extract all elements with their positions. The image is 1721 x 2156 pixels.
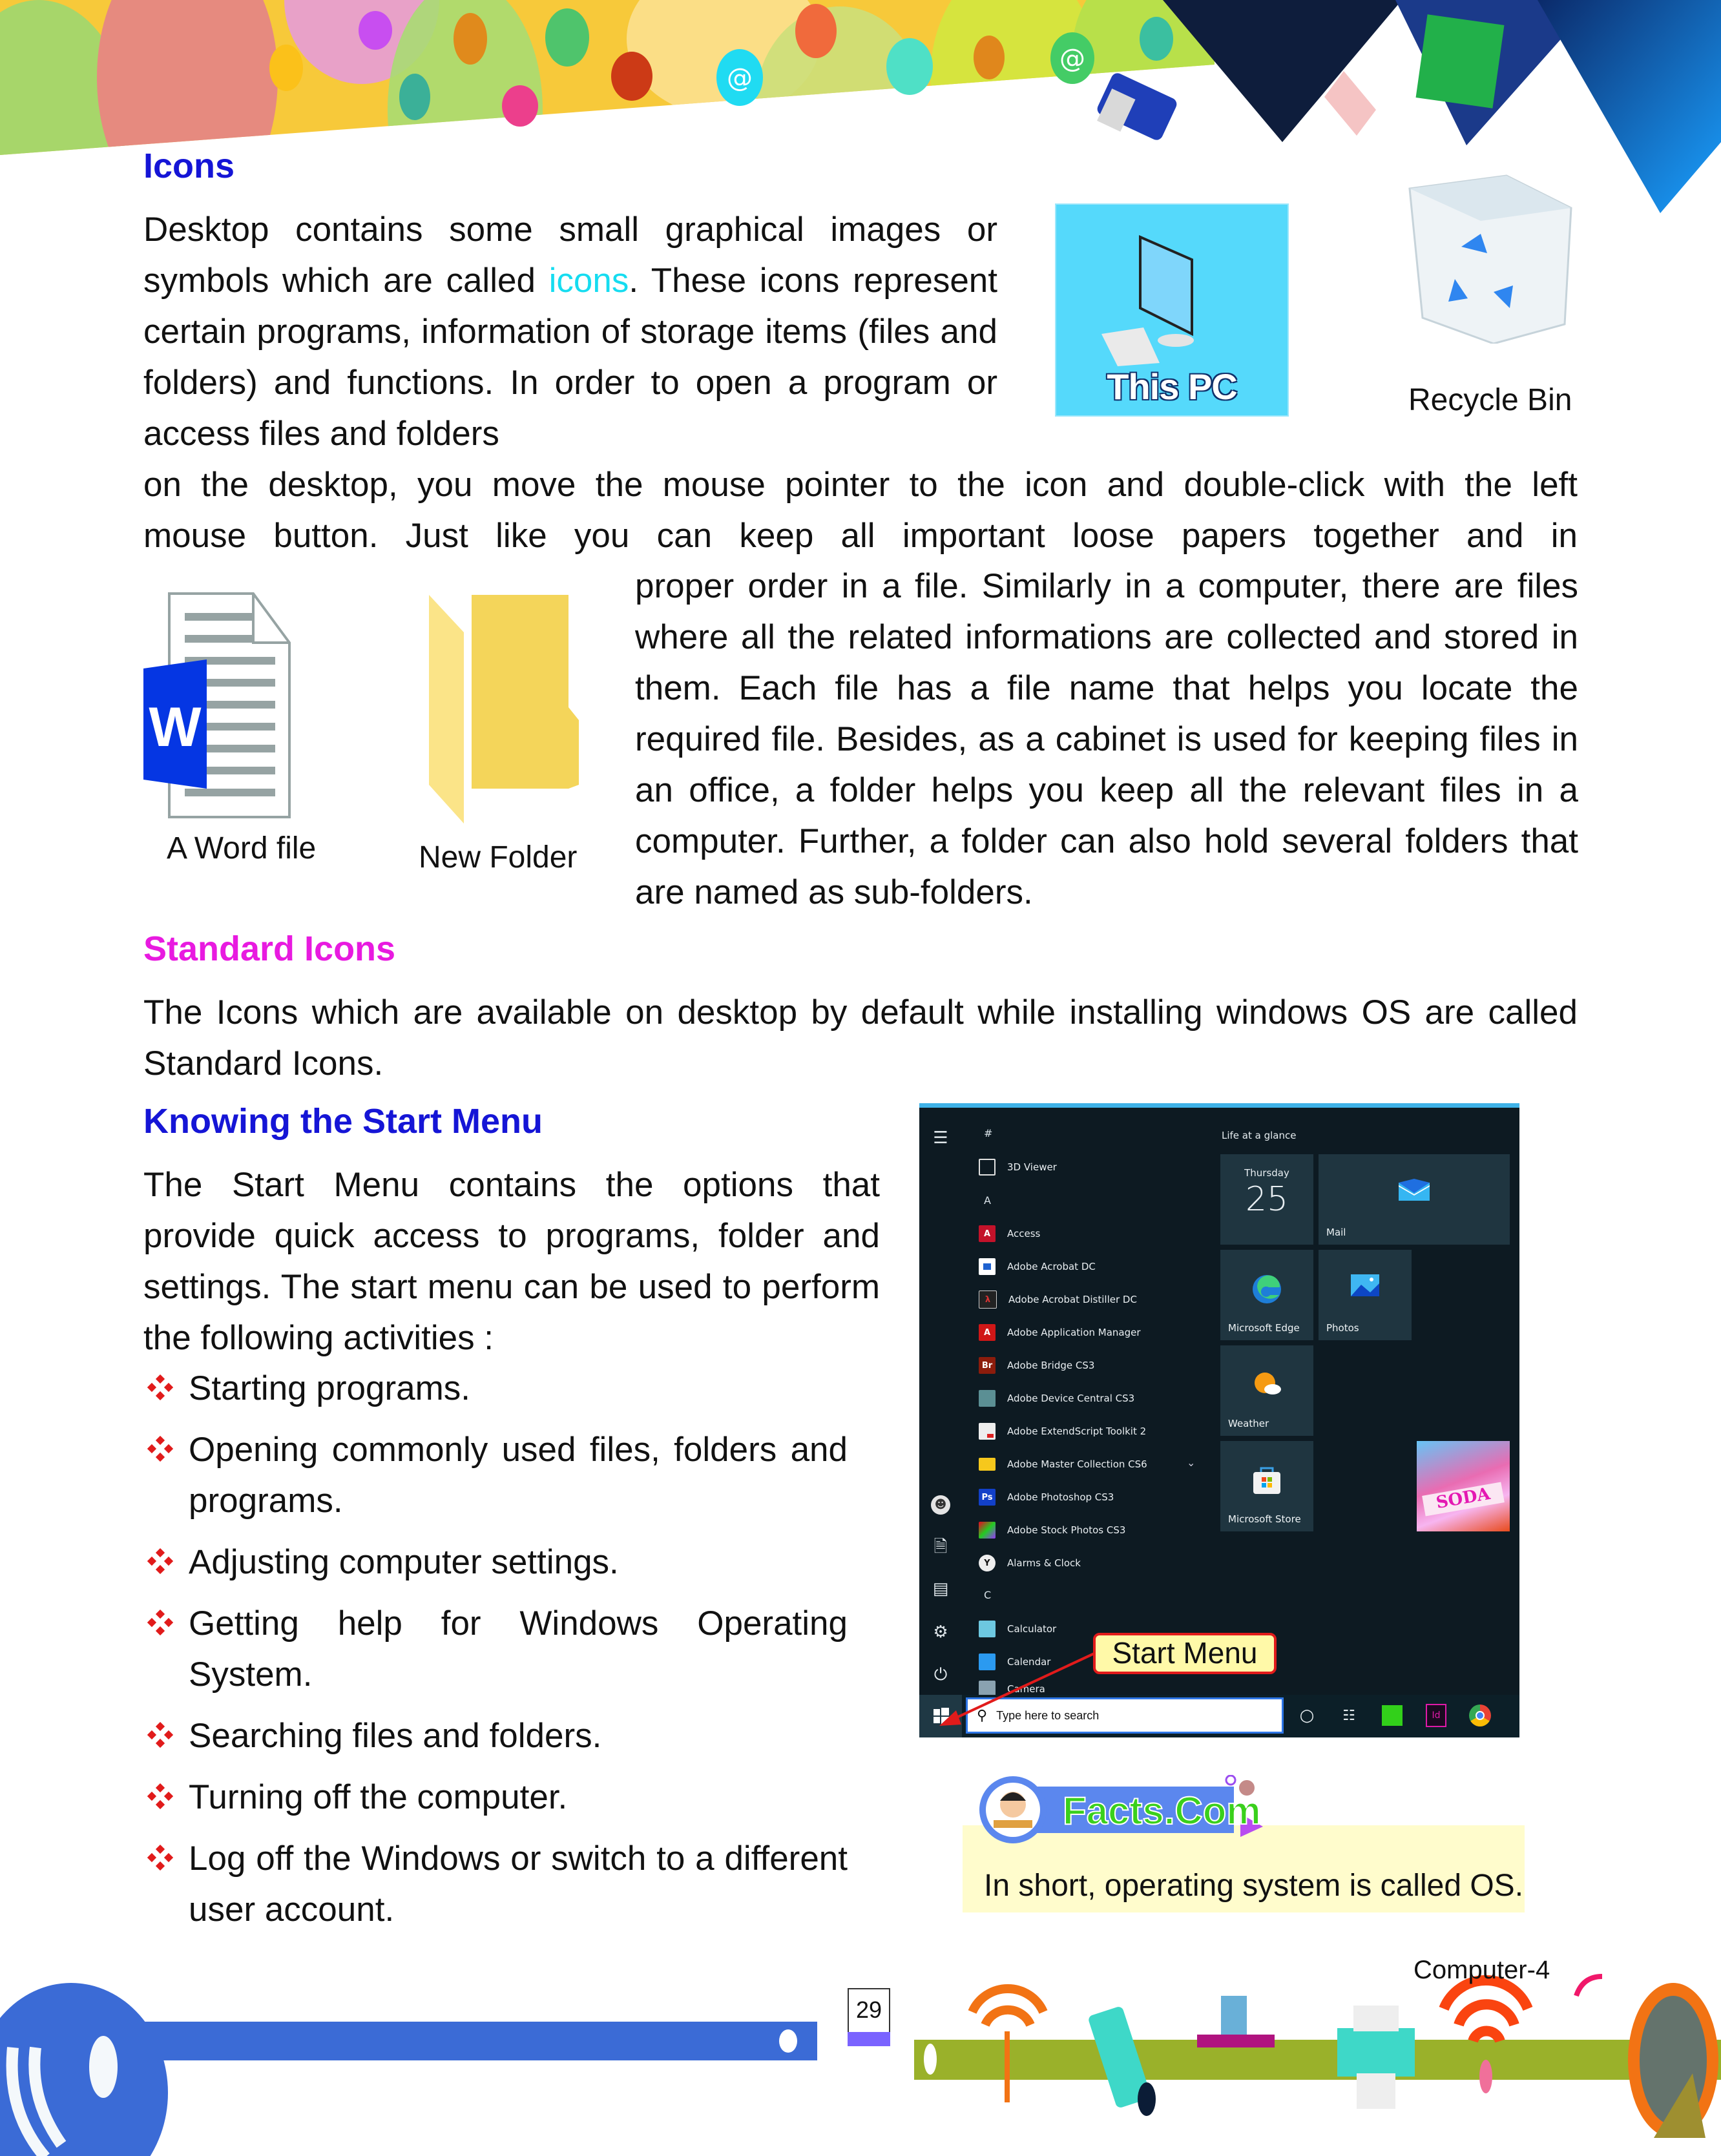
search-placeholder: Type here to search <box>996 1708 1100 1722</box>
clock-icon: Y <box>979 1555 996 1571</box>
calendar-day: Thursday <box>1244 1167 1289 1179</box>
game-logo-text: SODA <box>1422 1482 1505 1516</box>
store-icon <box>1252 1467 1282 1494</box>
start-menu-intro: The Start Menu contains the options that provide quick access to programs, folder and settings. The start menu can be used to perform the following activities : <box>143 1166 880 1357</box>
page-number: 29 <box>848 1988 890 2032</box>
mail-tile[interactable] <box>1319 1154 1510 1245</box>
icons-paragraph-line: on the desktop, you move the mouse pointer to the icon and double-click with the left <box>143 466 1578 504</box>
calendar-date: 25 <box>1245 1180 1289 1219</box>
list-item-text: Getting help for Windows Operating System. <box>189 1604 848 1694</box>
list-item-text: Log off the Windows or switch to a different user account. <box>189 1840 848 1929</box>
files-folders-paragraph: proper order in a file. Similarly in a computer, there are files where all the related informations are collected and stored in them. Each file has a file name that helps you locate the required file. Besides, as a cabinet is used for keeping files in an office, a folder helps you keep all the relevant files in a computer. Further, a folder can also hold several folders that are named as sub-folders. <box>635 567 1578 911</box>
device-central-icon <box>979 1390 996 1407</box>
tiles-group-label: Life at a glance <box>1222 1130 1297 1141</box>
app-label: Calendar <box>1007 1656 1051 1668</box>
adobe-app-manager-icon: A <box>979 1324 996 1341</box>
cube-icon <box>979 1159 996 1176</box>
tile-label: Mail <box>1326 1227 1346 1238</box>
weather-tile[interactable] <box>1220 1345 1313 1436</box>
search-icon: ⚲ <box>977 1707 988 1723</box>
facts-banner <box>975 1775 1286 1846</box>
list-item <box>143 1363 848 1414</box>
app-list-item[interactable] <box>979 1385 1134 1411</box>
list-item <box>143 1537 848 1588</box>
tile-label: Photos <box>1326 1322 1359 1334</box>
recycle-bin-icon <box>1403 169 1584 344</box>
app-label: 3D Viewer <box>1007 1161 1057 1173</box>
list-item <box>143 1772 848 1823</box>
cortana-icon[interactable]: ○ <box>1299 1706 1315 1725</box>
app-label: Adobe Master Collection CS6 <box>1007 1458 1147 1470</box>
list-item <box>143 1710 848 1761</box>
new-folder-label: New Folder <box>419 840 578 875</box>
photos-icon <box>1351 1274 1379 1296</box>
app-list-item[interactable] <box>979 1154 1057 1180</box>
diamond-bullet-icon <box>147 1783 173 1809</box>
app-list-item[interactable] <box>979 1254 1096 1280</box>
pictures-icon[interactable]: ▤ <box>932 1579 949 1599</box>
power-icon[interactable]: ⏻ <box>934 1665 948 1684</box>
folder-icon <box>426 591 588 824</box>
callout-arrow <box>930 1634 1111 1731</box>
this-pc-label: This PC <box>1107 366 1237 407</box>
section-letter: # <box>984 1127 993 1139</box>
task-view-icon[interactable]: ☷ <box>1342 1707 1355 1724</box>
photoshop-icon: Ps <box>979 1489 996 1506</box>
icons-paragraph-line: mouse button. Just like you can keep all important loose papers together and in <box>143 517 1578 555</box>
activities-list <box>143 1363 848 1945</box>
list-item-text: Opening commonly used files, folders and programs. <box>189 1431 848 1520</box>
chrome-icon[interactable] <box>1467 1703 1493 1728</box>
app-list-item[interactable] <box>979 1517 1125 1543</box>
app-label: Adobe Application Manager <box>1007 1327 1141 1338</box>
candy-crush-soda-tile[interactable] <box>1417 1441 1510 1531</box>
word-file-icon <box>142 591 346 820</box>
diamond-bullet-icon <box>147 1436 173 1462</box>
edge-tile[interactable] <box>1220 1250 1313 1340</box>
section-letter: C <box>984 1589 992 1601</box>
app-label: Adobe Acrobat Distiller DC <box>1008 1294 1137 1305</box>
documents-icon[interactable]: 🗎 <box>934 1537 948 1557</box>
app-list-item[interactable] <box>979 1353 1094 1378</box>
para-text: . These icons represent certain programs, information of storage items (files and folders) and functions. In order to open a program or access files and folders <box>143 262 997 453</box>
app-label: Camera <box>1007 1683 1045 1695</box>
settings-gear-icon[interactable]: ⚙ <box>933 1622 948 1642</box>
tile-label: Microsoft Store <box>1228 1513 1301 1525</box>
list-item-text: Searching files and folders. <box>189 1717 602 1755</box>
icons-heading: Icons <box>143 147 235 185</box>
weather-icon <box>1251 1371 1283 1397</box>
svg-text:Facts.Com: Facts.Com <box>1063 1789 1261 1832</box>
svg-text:@: @ <box>727 63 753 93</box>
diamond-bullet-icon <box>147 1722 173 1748</box>
standard-icons-heading: Standard Icons <box>143 929 396 968</box>
chevron-down-icon[interactable]: ⌄ <box>1187 1456 1196 1469</box>
edge-icon <box>1251 1273 1283 1305</box>
app-label: Calculator <box>1007 1623 1057 1635</box>
list-item <box>143 1833 848 1935</box>
monitor-icon <box>1056 205 1290 366</box>
diamond-bullet-icon <box>147 1845 173 1871</box>
start-menu-rail <box>919 1108 963 1695</box>
list-item-text: Turning off the computer. <box>189 1778 568 1816</box>
list-item <box>143 1424 848 1526</box>
section-letter: A <box>984 1194 991 1207</box>
app-label: Adobe Photoshop CS3 <box>1007 1491 1114 1503</box>
app-label: Adobe Device Central CS3 <box>1007 1393 1135 1404</box>
user-account-icon[interactable]: ☻ <box>931 1495 950 1515</box>
start-menu-heading: Knowing the Start Menu <box>143 1102 543 1141</box>
bridge-icon: Br <box>979 1357 996 1374</box>
facts-text: In short, operating system is called OS. <box>984 1869 1524 1903</box>
app-list-item[interactable] <box>979 1287 1137 1312</box>
extendscript-icon <box>979 1423 996 1440</box>
list-item-text: Starting programs. <box>189 1369 470 1407</box>
mail-icon <box>1398 1179 1430 1201</box>
word-file-label: A Word file <box>167 831 317 866</box>
photos-tile[interactable] <box>1319 1250 1412 1340</box>
access-icon: A <box>979 1225 996 1242</box>
svg-text:@: @ <box>1059 44 1085 74</box>
recycle-bin-label: Recycle Bin <box>1408 383 1572 417</box>
book-title: Computer-4 <box>1413 1956 1550 1984</box>
indesign-icon[interactable]: Id <box>1423 1703 1449 1728</box>
start-menu-callout: Start Menu <box>1093 1633 1277 1674</box>
diamond-bullet-icon <box>147 1374 173 1400</box>
app-list-item[interactable] <box>979 1418 1146 1444</box>
store-tile[interactable] <box>1220 1441 1313 1531</box>
app-label: Adobe Acrobat DC <box>1007 1261 1096 1272</box>
this-pc-icon <box>1055 203 1289 417</box>
app-label: Adobe Stock Photos CS3 <box>1007 1524 1126 1536</box>
acrobat-distiller-icon: λ <box>979 1290 997 1309</box>
standard-icons-text: The Icons which are available on desktop by default while installing windows OS are called Standard Icons. <box>143 993 1578 1083</box>
tile-label: Weather <box>1228 1418 1269 1429</box>
diamond-bullet-icon <box>147 1548 173 1574</box>
app-label: Alarms & Clock <box>1007 1557 1081 1569</box>
app-list-item[interactable] <box>979 1451 1147 1477</box>
acrobat-dc-icon <box>979 1258 996 1275</box>
app-label: Adobe ExtendScript Toolkit 2 <box>1007 1425 1147 1437</box>
svg-text:W: W <box>149 696 202 758</box>
list-item <box>143 1598 848 1700</box>
app-list-item[interactable] <box>979 1221 1040 1247</box>
para-text: Desktop contains some small graphical images or symbols which are called <box>143 211 997 300</box>
page-number-accent <box>848 2032 890 2046</box>
app-label: Adobe Bridge CS3 <box>1007 1360 1095 1371</box>
diamond-bullet-icon <box>147 1610 173 1635</box>
app-list-item[interactable] <box>979 1320 1141 1345</box>
icons-paragraph-1 <box>143 204 997 459</box>
hamburger-menu-icon[interactable]: ☰ <box>933 1128 948 1148</box>
app-label: Access <box>1007 1228 1041 1239</box>
calendar-tile[interactable] <box>1220 1154 1313 1245</box>
stock-photos-icon <box>979 1522 996 1539</box>
icons-highlight-term: icons <box>548 262 629 300</box>
folder-icon <box>979 1458 996 1471</box>
app-list-item[interactable] <box>979 1484 1114 1510</box>
app-list-item[interactable] <box>979 1550 1081 1576</box>
list-item-text: Adjusting computer settings. <box>189 1543 619 1581</box>
tile-label: Microsoft Edge <box>1228 1322 1300 1334</box>
corel-draw-icon[interactable] <box>1379 1703 1405 1728</box>
